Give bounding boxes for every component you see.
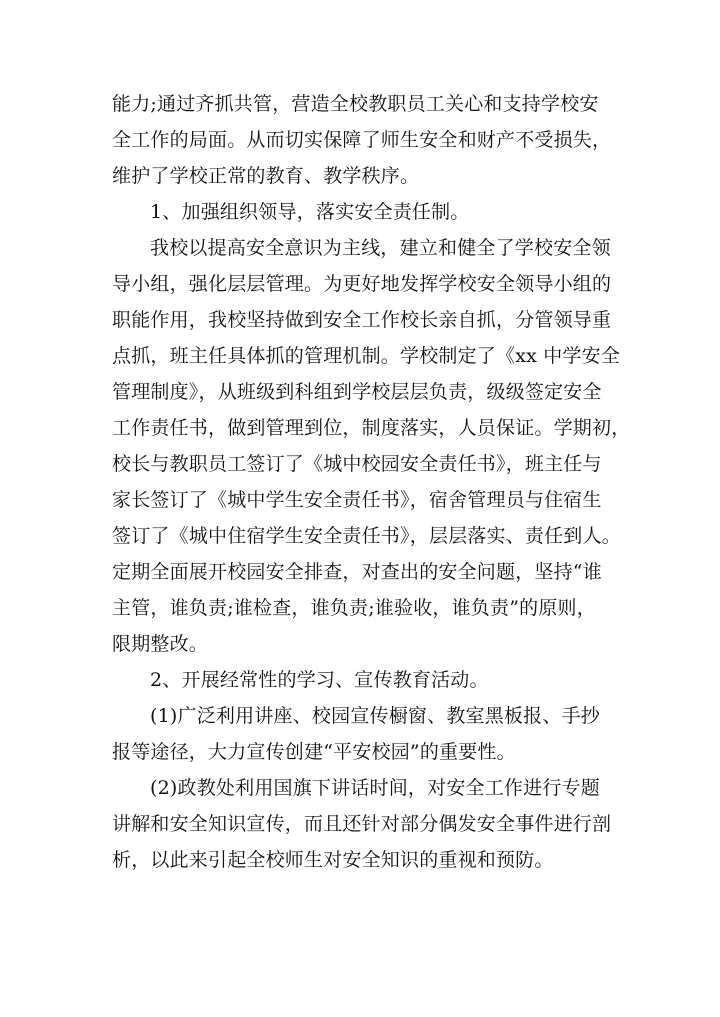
text-line: 限期整改。 — [112, 633, 209, 655]
text-line: 析，以此来引起全校师生对安全知识的重视和预防。 — [112, 849, 554, 871]
text-line: 工作责任书，做到管理到位，制度落实，人员保证。学期初， — [112, 417, 631, 439]
text-line: (2)政教处利用国旗下讲话时间，对安全工作进行专题 — [150, 777, 600, 799]
text-line: 导小组，强化层层管理。为更好地发挥学校安全领导小组的 — [112, 273, 612, 295]
text-line: 1、加强组织领导，落实安全责任制。 — [150, 201, 470, 223]
text-line: (1)广泛利用讲座、校园宣传橱窗、教室黑板报、手抄 — [150, 705, 600, 727]
text-line: 讲解和安全知识宣传，而且还针对部分偶发安全事件进行剖 — [112, 813, 612, 835]
text-line: 主管，谁负责;谁检查，谁负责;谁验收，谁负责”的原则， — [112, 597, 596, 619]
text-line: 点抓，班主任具体抓的管理机制。学校制定了《xx 中学安全 — [112, 345, 621, 367]
text-line: 能力;通过齐抓共管，营造全校教职员工关心和支持学校安 — [112, 93, 599, 115]
text-line: 校长与教职员工签订了《城中校园安全责任书》，班主任与 — [112, 453, 602, 475]
text-line: 维护了学校正常的教育、教学秩序。 — [112, 165, 420, 187]
text-line: 我校以提高安全意识为主线，建立和健全了学校安全领 — [150, 237, 611, 259]
text-line: 签订了《城中住宿学生安全责任书》，层层落实、责任到人。 — [112, 525, 621, 547]
text-line: 职能作用，我校坚持做到安全工作校长亲自抓，分管领导重 — [112, 309, 612, 331]
text-line: 2、开展经常性的学习、宣传教育活动。 — [150, 669, 489, 691]
document-body — [112, 86, 631, 878]
text-line: 全工作的局面。从而切实保障了师生安全和财产不受损失， — [112, 129, 612, 151]
text-line: 报等途径，大力宣传创建“平安校园”的重要性。 — [112, 741, 516, 763]
text-line: 家长签订了《城中学生安全责任书》，宿舍管理员与住宿生 — [112, 489, 602, 511]
text-line: 定期全面展开校园安全排查，对查出的安全问题，坚持“谁 — [112, 561, 602, 583]
text-line: 管理制度》，从班级到科组到学校层层负责，级级签定安全 — [112, 381, 602, 403]
